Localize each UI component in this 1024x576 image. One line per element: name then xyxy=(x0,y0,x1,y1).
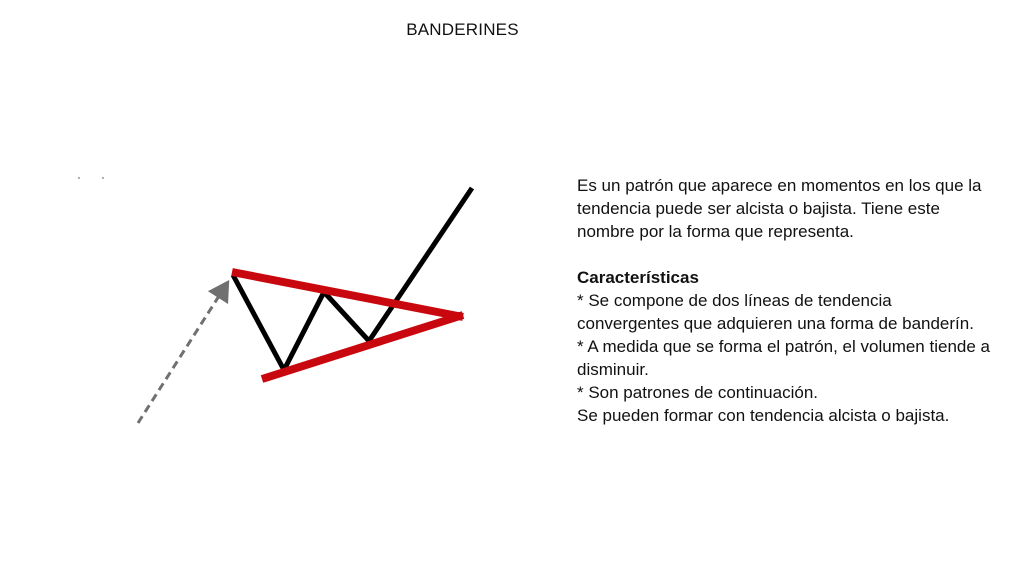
characteristics-heading: Características xyxy=(577,268,699,287)
upper-trendline xyxy=(232,272,463,317)
prior-trend-arrow xyxy=(138,285,226,423)
lower-trendline xyxy=(262,315,463,379)
paragraph-spacer xyxy=(577,243,997,266)
characteristic-item: * A medida que se forma el patrón, el volumen tiende a disminuir. xyxy=(577,337,990,379)
description-paragraph: Es un patrón que aparece en momentos en los que la tendencia puede ser alcista o bajista. Tiene este nombre por la forma que representa. xyxy=(577,176,982,241)
speck-dot xyxy=(78,177,80,179)
characteristic-item: * Se compone de dos líneas de tendencia convergentes que adquieren una forma de banderín. xyxy=(577,291,974,333)
slide-title: BANDERINES xyxy=(406,20,519,39)
characteristic-item: Se pueden formar con tendencia alcista o bajista. xyxy=(577,406,950,425)
explanation-text xyxy=(577,174,997,427)
characteristic-item: * Son patrones de continuación. xyxy=(577,383,819,402)
speck-dot xyxy=(102,177,104,179)
